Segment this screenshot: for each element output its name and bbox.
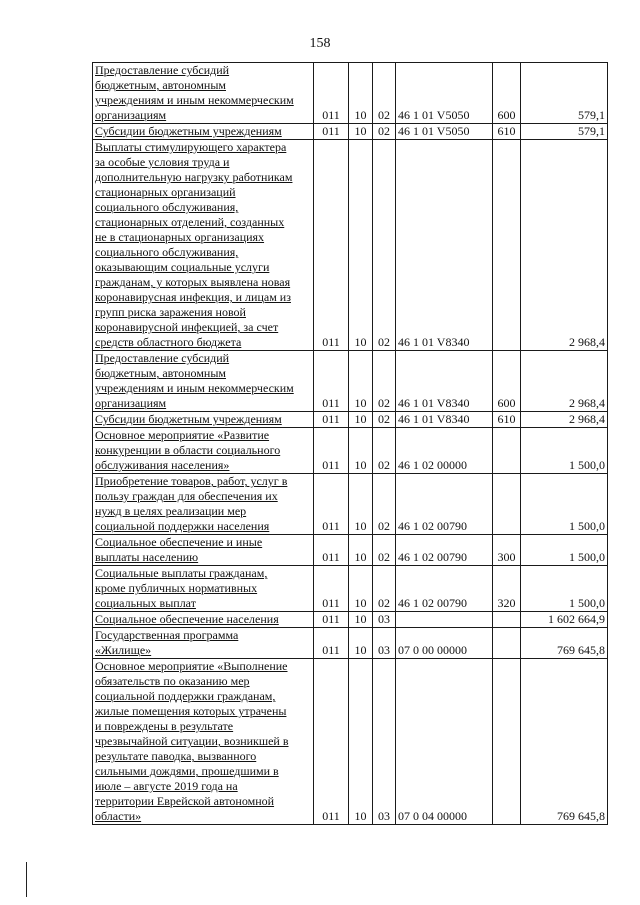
target-article-code: 46 1 01 V5050 [396,124,493,140]
row-description [93,535,314,566]
expense-type-code: 300 [493,535,521,566]
subsection-code: 02 [373,140,396,351]
description-line: организациям [95,108,167,122]
description-line: июле – августе 2019 года на [95,779,238,793]
description-line: Предоставление субсидий [95,63,230,77]
table-body [93,63,608,825]
section-code: 10 [349,63,373,124]
amount-value: 769 645,8 [521,628,608,659]
subsection-code: 02 [373,428,396,474]
description-line: групп риска заражения новой [95,305,246,319]
row-description [93,612,314,628]
amount-value: 769 645,8 [521,659,608,825]
table-row [93,412,608,428]
ministry-code: 011 [314,351,349,412]
subsection-code: 02 [373,351,396,412]
description-line: средств областного бюджета [95,335,242,349]
table-row [93,474,608,535]
amount-value: 1 602 664,9 [521,612,608,628]
ministry-code: 011 [314,412,349,428]
subsection-code: 03 [373,612,396,628]
description-line: организациям [95,396,167,410]
row-description [93,659,314,825]
section-code: 10 [349,351,373,412]
row-description [93,474,314,535]
row-description [93,412,314,428]
expense-type-code [493,612,521,628]
description-line: коронавирусной инфекцией, за счет [95,320,279,334]
section-code: 10 [349,566,373,612]
ministry-code: 011 [314,535,349,566]
description-line: нужд в целях реализации мер [95,504,247,518]
target-article-code: 46 1 01 V8340 [396,412,493,428]
section-code: 10 [349,124,373,140]
description-line: социальных выплат [95,596,196,610]
ministry-code: 011 [314,474,349,535]
description-line: Субсидии бюджетным учреждениям [95,124,282,138]
page-number: 158 [309,36,331,51]
description-line: учреждениям и иным некоммерческим [95,93,294,107]
amount-value: 1 500,0 [521,566,608,612]
amount-value: 2 968,4 [521,140,608,351]
subsection-code: 03 [373,659,396,825]
description-line: стационарных отделений, созданных [95,215,285,229]
description-line: жилые помещения которых утрачены [95,704,287,718]
description-line: «Жилище» [95,643,152,657]
target-article-code: 46 1 01 V5050 [396,63,493,124]
ministry-code: 011 [314,63,349,124]
description-line: области» [95,809,142,823]
subsection-code: 02 [373,124,396,140]
table-row [93,63,608,124]
expense-type-code: 320 [493,566,521,612]
description-line: социального обслуживания, [95,200,239,214]
description-line: территории Еврейской автономной [95,794,275,808]
table-row [93,628,608,659]
target-article-code: 46 1 02 00790 [396,474,493,535]
ministry-code: 011 [314,659,349,825]
ministry-code: 011 [314,428,349,474]
table-row [93,351,608,412]
description-line: гражданам, у которых выявлена новая [95,275,291,289]
section-code: 10 [349,474,373,535]
amount-value: 1 500,0 [521,474,608,535]
amount-value: 2 968,4 [521,412,608,428]
description-line: Выплаты стимулирующего характера [95,140,287,154]
description-line: и повреждены в результате [95,719,234,733]
row-description [93,351,314,412]
expense-type-code: 610 [493,124,521,140]
section-code: 10 [349,428,373,474]
margin-rule [26,862,27,897]
ministry-code: 011 [314,612,349,628]
table-row [93,140,608,351]
description-line: обслуживания населения» [95,458,230,472]
expense-type-code [493,659,521,825]
section-code: 10 [349,659,373,825]
description-line: чрезвычайной ситуации, возникшей в [95,734,289,748]
section-code: 10 [349,612,373,628]
expense-type-code: 610 [493,412,521,428]
expense-type-code: 600 [493,351,521,412]
description-line: социального обслуживания, [95,245,239,259]
description-line: не в стационарных организациях [95,230,265,244]
subsection-code: 02 [373,566,396,612]
description-line: Приобретение товаров, работ, услуг в [95,474,288,488]
description-line: Основное мероприятие «Развитие [95,428,270,442]
description-line: Социальное обеспечение и иные [95,535,263,549]
expense-type-code: 600 [493,63,521,124]
target-article-code: 07 0 04 00000 [396,659,493,825]
description-line: Государственная программа [95,628,239,642]
budget-table [92,62,608,825]
description-line: Социальное обеспечение населения [95,612,279,626]
section-code: 10 [349,628,373,659]
section-code: 10 [349,412,373,428]
description-line: учреждениям и иным некоммерческим [95,381,294,395]
description-line: бюджетным, автономным [95,78,226,92]
subsection-code: 02 [373,63,396,124]
table-row [93,535,608,566]
target-article-code: 46 1 01 V8340 [396,140,493,351]
description-line: стационарных организаций [95,185,236,199]
target-article-code: 46 1 02 00790 [396,566,493,612]
expense-type-code [493,474,521,535]
description-line: бюджетным, автономным [95,366,226,380]
ministry-code: 011 [314,140,349,351]
section-code: 10 [349,140,373,351]
target-article-code: 46 1 02 00000 [396,428,493,474]
row-description [93,140,314,351]
amount-value: 1 500,0 [521,535,608,566]
ministry-code: 011 [314,124,349,140]
description-line: социальной поддержки населения [95,519,270,533]
description-line: пользу граждан для обеспечения их [95,489,278,503]
table-row [93,659,608,825]
row-description [93,566,314,612]
description-line: Социальные выплаты гражданам, [95,566,268,580]
expense-type-code [493,140,521,351]
target-article-code: 46 1 01 V8340 [396,351,493,412]
description-line: Предоставление субсидий [95,351,230,365]
subsection-code: 02 [373,412,396,428]
amount-value: 579,1 [521,124,608,140]
subsection-code: 02 [373,535,396,566]
row-description [93,628,314,659]
ministry-code: 011 [314,566,349,612]
expense-type-code [493,628,521,659]
description-line: Субсидии бюджетным учреждениям [95,412,282,426]
table-row [93,612,608,628]
description-line: оказывающим социальные услуги [95,260,270,274]
ministry-code: 011 [314,628,349,659]
table-row [93,124,608,140]
description-line: социальной поддержки гражданам, [95,689,276,703]
target-article-code: 07 0 00 00000 [396,628,493,659]
description-line: обязательств по оказанию мер [95,674,250,688]
description-line: результате паводка, вызванного [95,749,257,763]
description-line: сильными дождями, прошедшими в [95,764,279,778]
amount-value: 579,1 [521,63,608,124]
section-code: 10 [349,535,373,566]
row-description [93,428,314,474]
table-row [93,566,608,612]
amount-value: 2 968,4 [521,351,608,412]
description-line: за особые условия труда и [95,155,230,169]
expense-type-code [493,428,521,474]
subsection-code: 03 [373,628,396,659]
row-description [93,63,314,124]
amount-value: 1 500,0 [521,428,608,474]
target-article-code [396,612,493,628]
row-description [93,124,314,140]
table-row [93,428,608,474]
subsection-code: 02 [373,474,396,535]
description-line: дополнительную нагрузку работникам [95,170,293,184]
description-line: выплаты населению [95,550,199,564]
description-line: кроме публичных нормативных [95,581,258,595]
description-line: Основное мероприятие «Выполнение [95,659,288,673]
description-line: коронавирусная инфекция, и лицам из [95,290,291,304]
description-line: конкуренции в области социального [95,443,281,457]
target-article-code: 46 1 02 00790 [396,535,493,566]
